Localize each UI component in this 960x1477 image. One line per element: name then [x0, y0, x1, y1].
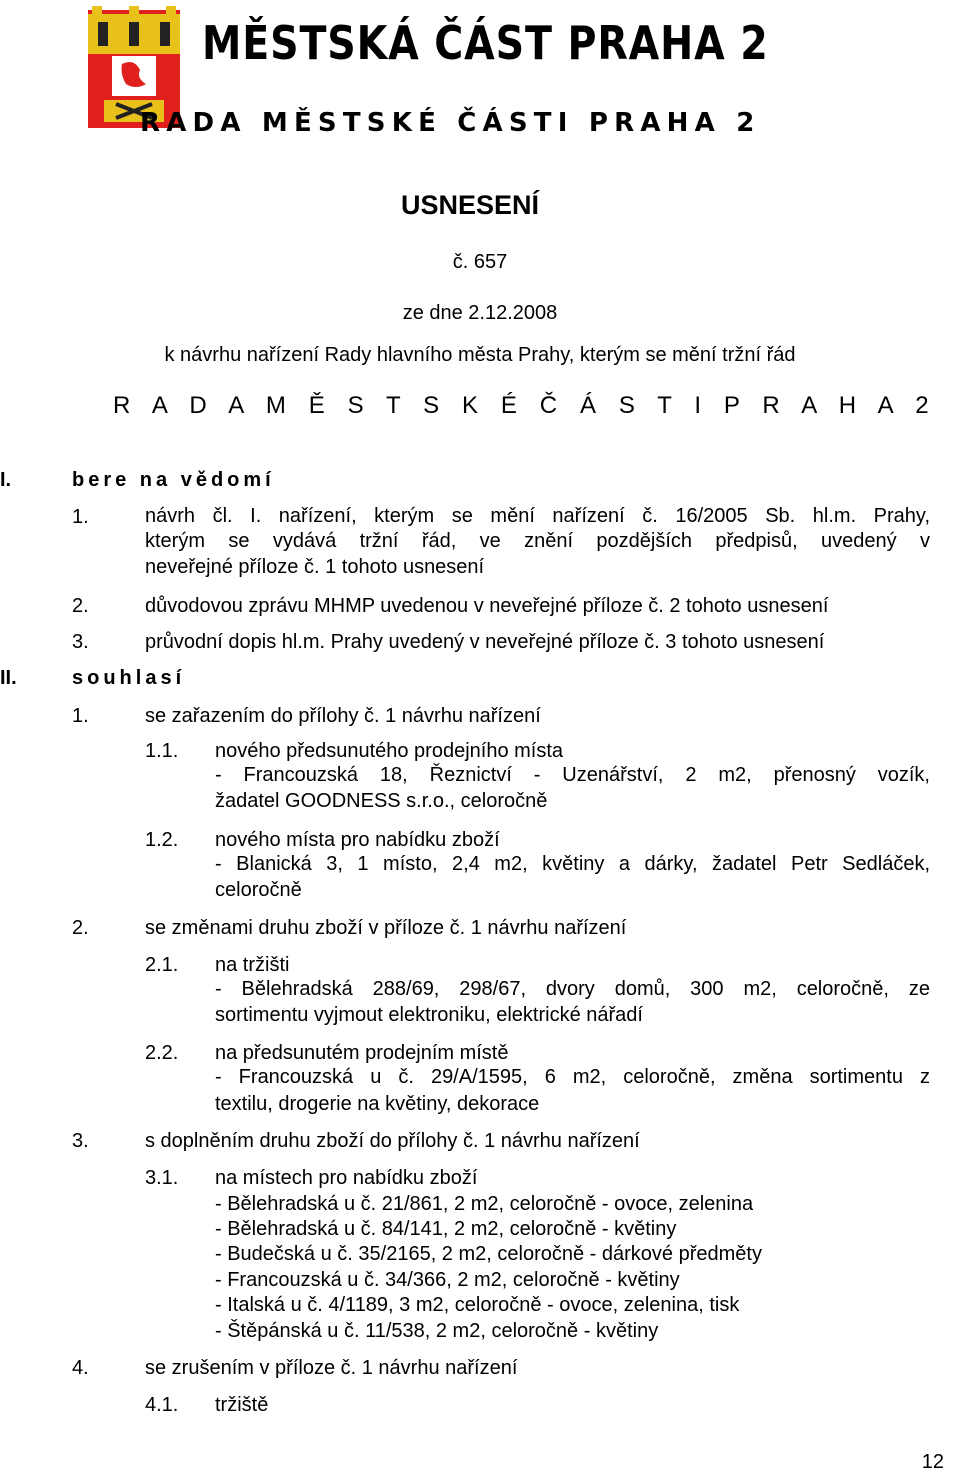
subitem-text-line: tržiště — [215, 1394, 269, 1416]
subitem-text-line: na místech pro nabídku zboží — [215, 1167, 478, 1189]
subitem-text-line: žadatel GOODNESS s.r.o., celoročně — [215, 790, 548, 812]
item-text-line: se zařazením do přílohy č. 1 návrhu nařízení — [145, 705, 541, 727]
subitem-text-line: - Bělehradská u č. 21/861, 2 m2, celoročně - ovoce, zelenina — [215, 1193, 754, 1215]
subitem-number: 4.1. — [145, 1394, 179, 1416]
subitem-text-line: - Francouzská 18, Řeznictví - Uzenářství, 2 m2, přenosný vozík, — [215, 764, 930, 786]
subitem-number: 2.2. — [145, 1042, 179, 1064]
item-text-line: důvodovou zprávu MHMP uvedenou v neveřejné příloze č. 2 tohoto usnesení — [145, 595, 829, 617]
item-number: 1. — [72, 506, 89, 528]
section-2-number: II. — [0, 667, 17, 689]
subitem-number: 2.1. — [145, 954, 179, 976]
item-number: 1. — [72, 705, 89, 727]
council-heading: R A D A M Ě S T S K É Č Á S T I P R A H A 2 — [113, 392, 937, 419]
subitem-text-line: - Bělehradská 288/69, 298/67, dvory domů, 300 m2, celoročně, ze — [215, 978, 930, 1000]
item-number: 3. — [72, 1130, 89, 1152]
subitem-text-line: na tržišti — [215, 954, 290, 976]
subitem-text-line: - Italská u č. 4/1189, 3 m2, celoročně - ovoce, zelenina, tisk — [215, 1294, 740, 1316]
subitem-text-line: - Francouzská u č. 34/366, 2 m2, celoročně - květiny — [215, 1269, 680, 1291]
item-text-line: se zrušením v příloze č. 1 návrhu nařízení — [145, 1357, 518, 1379]
item-number: 3. — [72, 631, 89, 653]
subitem-text-line: sortimentu vyjmout elektroniku, elektrické nářadí — [215, 1004, 643, 1026]
header-subtitle: RADA MĚSTSKÉ ČÁSTI PRAHA 2 — [140, 108, 761, 138]
subitem-text-line: - Bělehradská u č. 84/141, 2 m2, celoročně - květiny — [215, 1218, 677, 1240]
subitem-text-line: - Budečská u č. 35/2165, 2 m2, celoročně - dárkové předměty — [215, 1243, 762, 1265]
page-number: 12 — [921, 1451, 944, 1473]
subitem-text-line: - Blanická 3, 1 místo, 2,4 m2, květiny a dárky, žadatel Petr Sedláček, — [215, 853, 930, 875]
subitem-number: 1.2. — [145, 829, 179, 851]
item-text-line: návrh čl. I. nařízení, kterým se mění nařízení č. 16/2005 Sb. hl.m. Prahy, — [145, 505, 930, 527]
subitem-text-line: nového předsunutého prodejního místa — [215, 740, 564, 762]
subitem-text-line: nového místa pro nabídku zboží — [215, 829, 500, 851]
item-number: 4. — [72, 1357, 89, 1379]
item-text-line: kterým se vydává tržní řád, ve znění pozdějších předpisů, uvedený v — [145, 530, 930, 552]
resolution-subject: k návrhu nařízení Rady hlavního města Prahy, kterým se mění tržní řád — [164, 344, 796, 366]
item-number: 2. — [72, 595, 89, 617]
section-2-label: souhlasí — [72, 667, 186, 689]
resolution-title: USNESENÍ — [400, 190, 540, 220]
resolution-date: ze dne 2.12.2008 — [402, 302, 558, 324]
subitem-text-line: textilu, drogerie na květiny, dekorace — [215, 1093, 540, 1115]
section-1-number: I. — [0, 469, 12, 491]
subitem-text-line: na předsunutém prodejním místě — [215, 1042, 509, 1064]
subitem-text-line: - Francouzská u č. 29/A/1595, 6 m2, celoročně, změna sortimentu z — [215, 1066, 930, 1088]
subitem-number: 3.1. — [145, 1167, 179, 1189]
item-number: 2. — [72, 917, 89, 939]
item-text-line: průvodní dopis hl.m. Prahy uvedený v neveřejné příloze č. 3 tohoto usnesení — [145, 631, 825, 653]
header-title: MĚSTSKÁ ČÁST PRAHA 2 — [202, 16, 769, 70]
item-text-line: se změnami druhu zboží v příloze č. 1 návrhu nařízení — [145, 917, 627, 939]
subitem-number: 1.1. — [145, 740, 179, 762]
item-text-line: neveřejné příloze č. 1 tohoto usnesení — [145, 556, 485, 578]
item-text-line: s doplněním druhu zboží do přílohy č. 1 návrhu nařízení — [145, 1130, 640, 1152]
resolution-number: č. 657 — [452, 251, 508, 273]
subitem-text-line: - Štěpánská u č. 11/538, 2 m2, celoročně - květiny — [215, 1320, 659, 1342]
subitem-text-line: celoročně — [215, 879, 302, 901]
section-1-label: bere na vědomí — [72, 469, 275, 491]
